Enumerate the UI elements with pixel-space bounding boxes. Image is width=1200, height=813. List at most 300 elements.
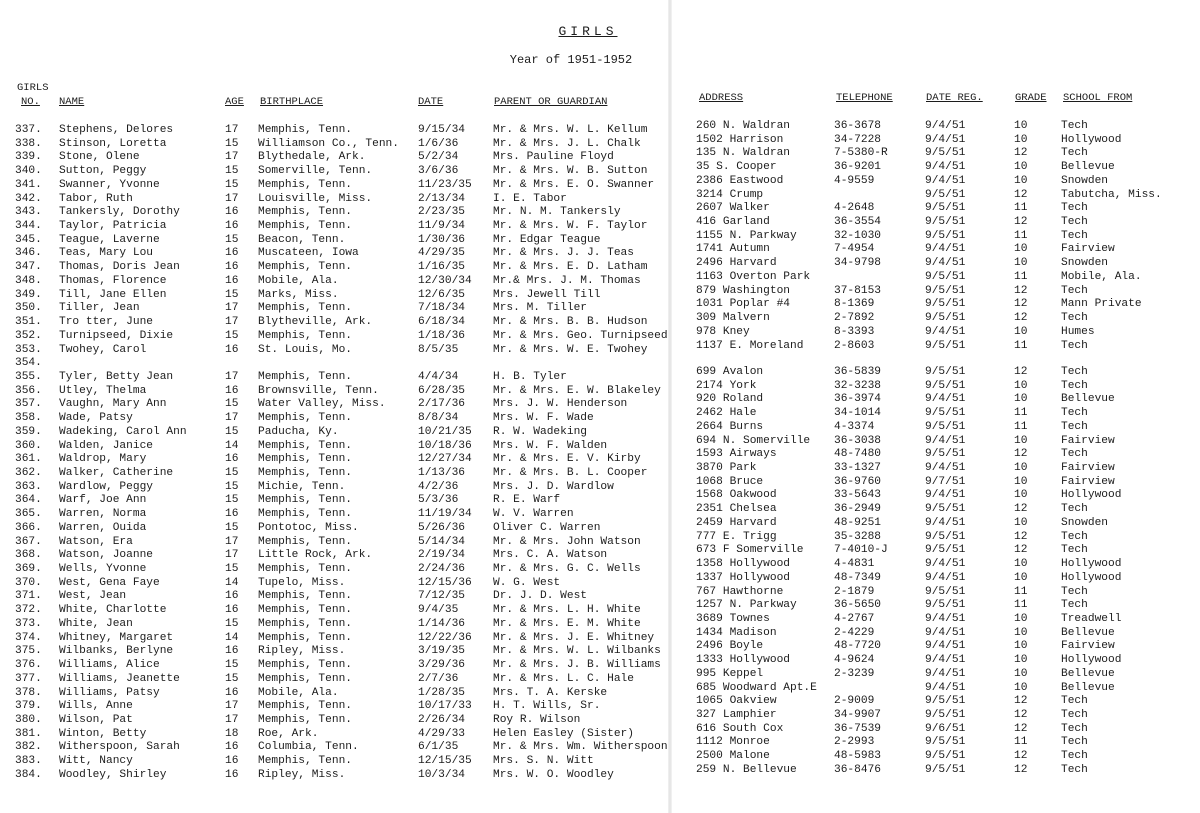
cell-birthplace: Blythedale, Ark. — [258, 151, 366, 164]
cell-age: 17 — [225, 192, 239, 205]
cell-parent-guardian: W. G. West — [493, 576, 561, 589]
header-telephone: TELEPHONE — [836, 92, 893, 104]
cell-girls-no: 341. — [15, 178, 42, 191]
cell-birthplace: Memphis, Tenn. — [258, 604, 352, 617]
cell-school-from: Tech — [1061, 530, 1088, 543]
cell-telephone: 4-9559 — [834, 174, 875, 187]
cell-birth-date: 1/28/35 — [418, 686, 465, 699]
cell-date-reg: 9/4/51 — [925, 489, 966, 502]
cell-birth-date: 12/6/35 — [418, 288, 465, 301]
cell-grade: 10 — [1014, 558, 1028, 571]
cell-girls-no: 377. — [15, 672, 42, 685]
cell-girls-no: 382. — [15, 741, 42, 754]
cell-name: Waldrop, Mary — [59, 453, 147, 466]
cell-name: Tankersly, Dorothy — [59, 206, 180, 219]
cell-birth-date: 5/26/36 — [418, 521, 465, 534]
cell-grade: 10 — [1014, 462, 1028, 475]
cell-telephone: 36-3038 — [834, 434, 881, 447]
cell-grade: 10 — [1014, 379, 1028, 392]
cell-birthplace: Memphis, Tenn. — [258, 412, 352, 425]
cell-address: 3870 Park — [696, 462, 757, 475]
cell-telephone: 32-1030 — [834, 229, 881, 242]
cell-name: Watson, Era — [59, 535, 133, 548]
cell-parent-guardian: Mr. & Mrs. J. B. Williams — [493, 659, 661, 672]
table-row — [0, 120, 1200, 134]
cell-name: Till, Jane Ellen — [59, 288, 167, 301]
cell-birth-date: 11/9/34 — [418, 220, 465, 233]
cell-girls-no: 384. — [15, 768, 42, 781]
cell-parent-guardian: H. B. Tyler — [493, 370, 567, 383]
cell-school-from: Bellevue — [1061, 667, 1115, 680]
cell-girls-no: 349. — [15, 288, 42, 301]
header-no: NO. — [21, 96, 40, 108]
cell-birthplace: Memphis, Tenn. — [258, 467, 352, 479]
cell-parent-guardian: Mr. & Mrs. E. W. Blakeley — [493, 384, 661, 397]
cell-school-from: Tech — [1061, 599, 1088, 612]
cell-grade: 12 — [1014, 147, 1028, 160]
cell-grade: 10 — [1014, 571, 1028, 584]
table-row — [0, 202, 1200, 216]
cell-girls-no: 355. — [15, 370, 42, 383]
cell-girls-no: 345. — [15, 233, 42, 246]
cell-parent-guardian: R. E. Warf — [493, 494, 561, 507]
cell-age: 17 — [225, 316, 239, 329]
cell-school-from: Tech — [1061, 695, 1088, 708]
cell-date-reg: 9/4/51 — [925, 558, 966, 571]
cell-girls-no: 356. — [15, 384, 42, 397]
cell-girls-no: 376. — [15, 659, 42, 672]
cell-girls-no: 359. — [15, 425, 42, 438]
cell-address: 2496 Harvard — [696, 257, 777, 270]
cell-telephone: 48-7349 — [834, 571, 881, 584]
cell-address: 2174 York — [696, 379, 757, 392]
cell-parent-guardian: Mr. & Mrs. J. E. Whitney — [493, 631, 655, 644]
cell-date-reg: 9/5/51 — [925, 298, 966, 311]
cell-birthplace: Mobile, Ala. — [258, 274, 339, 287]
cell-birth-date: 10/3/34 — [418, 768, 465, 781]
cell-grade: 11 — [1014, 585, 1028, 598]
cell-name: Teas, Mary Lou — [59, 247, 153, 260]
cell-grade: 10 — [1014, 243, 1028, 256]
cell-girls-no: 338. — [15, 137, 42, 150]
cell-name: Wills, Anne — [59, 700, 133, 713]
cell-birthplace: Memphis, Tenn. — [258, 535, 352, 548]
cell-telephone: 36-9201 — [834, 161, 881, 174]
table-row — [0, 668, 1200, 682]
cell-birth-date: 12/22/36 — [418, 631, 472, 644]
cell-age: 17 — [225, 713, 239, 726]
cell-telephone: 7-5380-R — [834, 147, 888, 160]
cell-girls-no: 337. — [15, 124, 42, 136]
cell-telephone: 36-2949 — [834, 503, 881, 516]
cell-grade: 10 — [1014, 161, 1028, 174]
cell-birth-date: 10/21/35 — [418, 425, 472, 438]
cell-date-reg: 9/4/51 — [925, 257, 966, 270]
cell-birth-date: 12/15/36 — [418, 576, 472, 589]
cell-birthplace: Memphis, Tenn. — [258, 700, 352, 713]
cell-parent-guardian: Mr. Edgar Teague — [493, 233, 601, 246]
cell-address: 616 South Cox — [696, 722, 784, 735]
cell-parent-guardian: Mr. & Mrs. W. E. Twohey — [493, 343, 648, 356]
cell-address: 3214 Crump — [696, 188, 764, 201]
cell-school-from: Mann Private — [1061, 298, 1142, 311]
cell-parent-guardian: Mrs. W. F. Wade — [493, 412, 594, 425]
cell-telephone: 36-7539 — [834, 722, 881, 735]
cell-parent-guardian: Mrs. Jewell Till — [493, 288, 601, 301]
table-row — [0, 489, 1200, 503]
cell-date-reg: 9/4/51 — [925, 667, 966, 680]
cell-parent-guardian: Mr. N. M. Tankersly — [493, 206, 621, 219]
table-row — [0, 750, 1200, 764]
cell-address: 1137 E. Moreland — [696, 339, 804, 352]
header-age: AGE — [225, 96, 244, 108]
cell-name: Taylor, Patricia — [59, 220, 167, 233]
cell-parent-guardian: Mr. & Mrs. L. H. White — [493, 604, 641, 617]
cell-age: 16 — [225, 768, 239, 781]
header-birthplace: BIRTHPLACE — [260, 96, 324, 108]
cell-girls-no: 340. — [15, 165, 42, 178]
cell-age: 16 — [225, 247, 239, 260]
cell-birth-date: 5/2/34 — [418, 151, 459, 164]
cell-birth-date: 7/18/34 — [418, 302, 465, 315]
cell-telephone: 34-9798 — [834, 257, 881, 270]
cell-grade: 10 — [1014, 640, 1028, 653]
cell-address: 2500 Malone — [696, 750, 770, 763]
cell-address: 2386 Eastwood — [696, 174, 784, 187]
cell-address: 1337 Hollywood — [696, 571, 790, 584]
cell-grade: 12 — [1014, 722, 1028, 735]
cell-birthplace: Memphis, Tenn. — [258, 659, 352, 672]
cell-date-reg: 9/5/51 — [925, 763, 966, 776]
page-title: GIRLS — [558, 24, 618, 39]
cell-parent-guardian: Mrs. W. O. Woodley — [493, 768, 614, 781]
cell-girls-no: 346. — [15, 247, 42, 260]
cell-school-from: Tech — [1061, 284, 1088, 297]
cell-birth-date: 2/26/34 — [418, 713, 465, 726]
cell-name: Williams, Jeanette — [59, 672, 180, 685]
cell-telephone: 8-3393 — [834, 325, 875, 338]
cell-girls-no: 372. — [15, 604, 42, 617]
cell-birthplace: Memphis, Tenn. — [258, 508, 352, 521]
table-row — [0, 764, 1200, 778]
cell-school-from: Tech — [1061, 202, 1088, 215]
table-row — [0, 517, 1200, 531]
cell-telephone: 37-8153 — [834, 284, 881, 297]
table-row — [0, 531, 1200, 545]
cell-address: 416 Garland — [696, 216, 770, 229]
cell-parent-guardian: Mr. & Mrs. E. M. White — [493, 617, 641, 630]
cell-birth-date: 10/18/36 — [418, 439, 472, 452]
cell-date-reg: 9/4/51 — [925, 174, 966, 187]
cell-birth-date: 4/29/33 — [418, 727, 465, 740]
cell-school-from: Snowden — [1061, 516, 1108, 529]
cell-girls-no: 354. — [15, 357, 42, 370]
cell-girls-no: 375. — [15, 645, 42, 658]
cell-girls-no: 362. — [15, 467, 42, 479]
cell-date-reg: 9/4/51 — [925, 612, 966, 625]
cell-address: 260 N. Waldran — [696, 120, 790, 132]
cell-parent-guardian: Mr. & Mrs. J. L. Chalk — [493, 137, 641, 150]
cell-name: Williams, Patsy — [59, 686, 160, 699]
cell-birth-date: 11/19/34 — [418, 508, 472, 521]
cell-address: 995 Keppel — [696, 667, 764, 680]
cell-telephone: 36-3554 — [834, 216, 881, 229]
cell-name: Wilson, Pat — [59, 713, 133, 726]
table-row — [0, 147, 1200, 161]
cell-telephone: 36-5650 — [834, 599, 881, 612]
cell-name: Stinson, Loretta — [59, 137, 167, 150]
cell-date-reg: 9/4/51 — [925, 243, 966, 256]
table-row — [0, 682, 1200, 696]
cell-telephone: 48-5983 — [834, 750, 881, 763]
cell-name: Thomas, Doris Jean — [59, 261, 180, 274]
cell-date-reg: 9/5/51 — [925, 147, 966, 160]
cell-address: 1434 Madison — [696, 626, 777, 639]
cell-age: 16 — [225, 590, 239, 603]
table-row — [0, 558, 1200, 572]
cell-parent-guardian: Mr. & Mrs. Wm. Witherspoon — [493, 741, 668, 754]
cell-birth-date: 7/12/35 — [418, 590, 465, 603]
cell-grade: 10 — [1014, 257, 1028, 270]
cell-parent-guardian: Mr. & Mrs. G. C. Wells — [493, 563, 641, 576]
cell-school-from: Tech — [1061, 722, 1088, 735]
cell-telephone: 36-8476 — [834, 763, 881, 776]
cell-parent-guardian: Mr. & Mrs. E. D. Latham — [493, 261, 648, 274]
cell-name: Twohey, Carol — [59, 343, 147, 356]
cell-parent-guardian: Mr. & Mrs. E. O. Swanner — [493, 178, 655, 191]
cell-school-from: Tech — [1061, 750, 1088, 763]
table-row — [0, 243, 1200, 257]
cell-grade: 10 — [1014, 120, 1028, 132]
table-row — [0, 736, 1200, 750]
cell-school-from: Tabutcha, Miss. — [1061, 188, 1162, 201]
cell-date-reg: 9/4/51 — [925, 626, 966, 639]
cell-birthplace: Tupelo, Miss. — [258, 576, 346, 589]
cell-parent-guardian: W. V. Warren — [493, 508, 574, 521]
cell-grade: 12 — [1014, 695, 1028, 708]
cell-telephone: 2-2993 — [834, 736, 875, 749]
cell-school-from: Tech — [1061, 339, 1088, 352]
cell-school-from: Mobile, Ala. — [1061, 270, 1142, 283]
cell-girls-no: 342. — [15, 192, 42, 205]
cell-name: Williams, Alice — [59, 659, 160, 672]
cell-name: Watson, Joanne — [59, 549, 153, 562]
cell-girls-no: 357. — [15, 398, 42, 411]
cell-girls-no: 339. — [15, 151, 42, 164]
cell-girls-no: 360. — [15, 439, 42, 452]
cell-girls-no: 344. — [15, 220, 42, 233]
cell-address: 1333 Hollywood — [696, 654, 790, 667]
cell-birthplace: Memphis, Tenn. — [258, 713, 352, 726]
cell-girls-no: 374. — [15, 631, 42, 644]
table-row — [0, 640, 1200, 654]
cell-date-reg: 9/6/51 — [925, 722, 966, 735]
cell-address: 1568 Oakwood — [696, 489, 777, 502]
cell-birthplace: Memphis, Tenn. — [258, 672, 352, 685]
cell-name: Turnipseed, Dixie — [59, 329, 174, 342]
cell-girls-no: 367. — [15, 535, 42, 548]
table-row — [0, 421, 1200, 435]
cell-telephone: 34-1014 — [834, 407, 881, 420]
cell-name: Warren, Norma — [59, 508, 147, 521]
cell-age: 17 — [225, 370, 239, 383]
table-row — [0, 599, 1200, 613]
cell-date-reg: 9/7/51 — [925, 475, 966, 488]
cell-address: 1155 N. Parkway — [696, 229, 797, 242]
cell-birthplace: Memphis, Tenn. — [258, 755, 352, 768]
cell-telephone: 2-3239 — [834, 667, 875, 680]
cell-grade: 10 — [1014, 393, 1028, 406]
cell-address: 685 Woodward Apt.E — [696, 681, 817, 694]
table-row — [0, 627, 1200, 641]
cell-girls-no: 368. — [15, 549, 42, 562]
cell-address: 2607 Walker — [696, 202, 770, 215]
cell-age: 16 — [225, 741, 239, 754]
cell-birthplace: Memphis, Tenn. — [258, 370, 352, 383]
cell-parent-guardian: Mr. & Mrs. B. L. Cooper — [493, 467, 648, 479]
cell-birthplace: Roe, Ark. — [258, 727, 319, 740]
cell-birth-date: 8/5/35 — [418, 343, 459, 356]
header-parent: PARENT OR GUARDIAN — [494, 96, 608, 108]
table-row — [0, 271, 1200, 285]
cell-date-reg: 9/5/51 — [925, 379, 966, 392]
cell-date-reg: 9/5/51 — [925, 585, 966, 598]
cell-birth-date: 12/27/34 — [418, 453, 472, 466]
cell-date-reg: 9/5/51 — [925, 366, 966, 378]
cell-age: 16 — [225, 206, 239, 219]
cell-grade: 11 — [1014, 339, 1028, 352]
cell-date-reg: 9/5/51 — [925, 709, 966, 721]
cell-parent-guardian: Mr. & Mrs. W. F. Taylor — [493, 220, 648, 233]
cell-date-reg: 9/4/51 — [925, 654, 966, 667]
cell-age: 15 — [225, 425, 239, 438]
cell-telephone: 4-3374 — [834, 420, 875, 433]
cell-school-from: Fairview — [1061, 475, 1115, 488]
cell-telephone: 7-4954 — [834, 243, 875, 256]
cell-birth-date: 5/14/34 — [418, 535, 465, 548]
cell-birthplace: Memphis, Tenn. — [258, 206, 352, 219]
cell-school-from: Tech — [1061, 544, 1088, 557]
cell-grade: 10 — [1014, 475, 1028, 488]
cell-address: 879 Washington — [696, 284, 790, 297]
cell-school-from: Hollywood — [1061, 571, 1122, 584]
table-row — [0, 340, 1200, 354]
cell-name: Tyler, Betty Jean — [59, 370, 174, 383]
cell-parent-guardian: Mrs. Pauline Floyd — [493, 151, 614, 164]
cell-birth-date: 2/13/34 — [418, 192, 465, 205]
cell-grade: 12 — [1014, 544, 1028, 557]
cell-birthplace: Memphis, Tenn. — [258, 494, 352, 507]
cell-birthplace: Beacon, Tenn. — [258, 233, 346, 246]
cell-birth-date: 9/4/35 — [418, 604, 459, 617]
cell-address: 1593 Airways — [696, 448, 777, 461]
cell-address: 920 Roland — [696, 393, 764, 406]
cell-parent-guardian: H. T. Wills, Sr. — [493, 700, 601, 713]
cell-birthplace: Memphis, Tenn. — [258, 329, 352, 342]
cell-girls-no: 381. — [15, 727, 42, 740]
cell-school-from: Treadwell — [1061, 612, 1122, 625]
cell-birth-date: 6/28/35 — [418, 384, 465, 397]
cell-age: 15 — [225, 617, 239, 630]
cell-telephone: 36-3678 — [834, 120, 881, 132]
table-row — [0, 134, 1200, 148]
cell-address: 1741 Autumn — [696, 243, 770, 256]
cell-address: 1257 N. Parkway — [696, 599, 797, 612]
cell-age: 16 — [225, 453, 239, 466]
cell-school-from: Hollywood — [1061, 133, 1122, 146]
table-row — [0, 216, 1200, 230]
cell-parent-guardian: Mrs. S. N. Witt — [493, 755, 594, 768]
cell-date-reg: 9/5/51 — [925, 202, 966, 215]
cell-parent-guardian: Mr. & Mrs. L. C. Hale — [493, 672, 634, 685]
cell-birthplace: Blytheville, Ark. — [258, 316, 373, 329]
cell-birthplace: Memphis, Tenn. — [258, 631, 352, 644]
table-row — [0, 462, 1200, 476]
table-row — [0, 448, 1200, 462]
cell-birthplace: Water Valley, Miss. — [258, 398, 386, 411]
cell-date-reg: 9/5/51 — [925, 284, 966, 297]
cell-girls-no: 371. — [15, 590, 42, 603]
cell-grade: 11 — [1014, 420, 1028, 433]
cell-date-reg: 9/4/51 — [925, 133, 966, 146]
cell-age: 16 — [225, 220, 239, 233]
cell-birth-date: 1/14/36 — [418, 617, 465, 630]
cell-age: 15 — [225, 329, 239, 342]
table-row — [0, 366, 1200, 380]
cell-school-from: Tech — [1061, 736, 1088, 749]
cell-grade: 11 — [1014, 270, 1028, 283]
cell-grade: 12 — [1014, 312, 1028, 325]
cell-name: Winton, Betty — [59, 727, 147, 740]
cell-birth-date: 6/18/34 — [418, 316, 465, 329]
cell-parent-guardian: Mr. & Mrs. John Watson — [493, 535, 641, 548]
cell-date-reg: 9/5/51 — [925, 188, 966, 201]
table-row — [0, 312, 1200, 326]
cell-age: 14 — [225, 576, 239, 589]
cell-school-from: Tech — [1061, 366, 1088, 378]
cell-school-from: Tech — [1061, 147, 1088, 160]
cell-school-from: Tech — [1061, 120, 1088, 132]
cell-school-from: Snowden — [1061, 174, 1108, 187]
cell-name: Walden, Janice — [59, 439, 153, 452]
cell-birthplace: Somerville, Tenn. — [258, 165, 373, 178]
header-date: DATE — [418, 96, 444, 108]
cell-grade: 12 — [1014, 188, 1028, 201]
cell-birth-date: 2/19/34 — [418, 549, 465, 562]
cell-grade: 11 — [1014, 407, 1028, 420]
table-row — [0, 161, 1200, 175]
cell-grade: 10 — [1014, 174, 1028, 187]
cell-date-reg: 9/5/51 — [925, 216, 966, 229]
cell-parent-guardian: Mr. & Mrs. E. V. Kirby — [493, 453, 641, 466]
cell-parent-guardian: I. E. Tabor — [493, 192, 567, 205]
cell-age: 15 — [225, 494, 239, 507]
cell-school-from: Tech — [1061, 420, 1088, 433]
cell-birth-date: 12/30/34 — [418, 274, 472, 287]
table-row — [0, 586, 1200, 600]
cell-telephone: 4-9624 — [834, 654, 875, 667]
cell-birth-date: 2/7/36 — [418, 672, 459, 685]
cell-date-reg: 9/5/51 — [925, 503, 966, 516]
cell-date-reg: 9/5/51 — [925, 312, 966, 325]
header-girls: GIRLS — [17, 82, 49, 94]
cell-date-reg: 9/4/51 — [925, 681, 966, 694]
cell-date-reg: 9/5/51 — [925, 599, 966, 612]
cell-grade: 12 — [1014, 448, 1028, 461]
cell-girls-no: 353. — [15, 343, 42, 356]
cell-grade: 12 — [1014, 530, 1028, 543]
cell-school-from: Fairview — [1061, 640, 1115, 653]
